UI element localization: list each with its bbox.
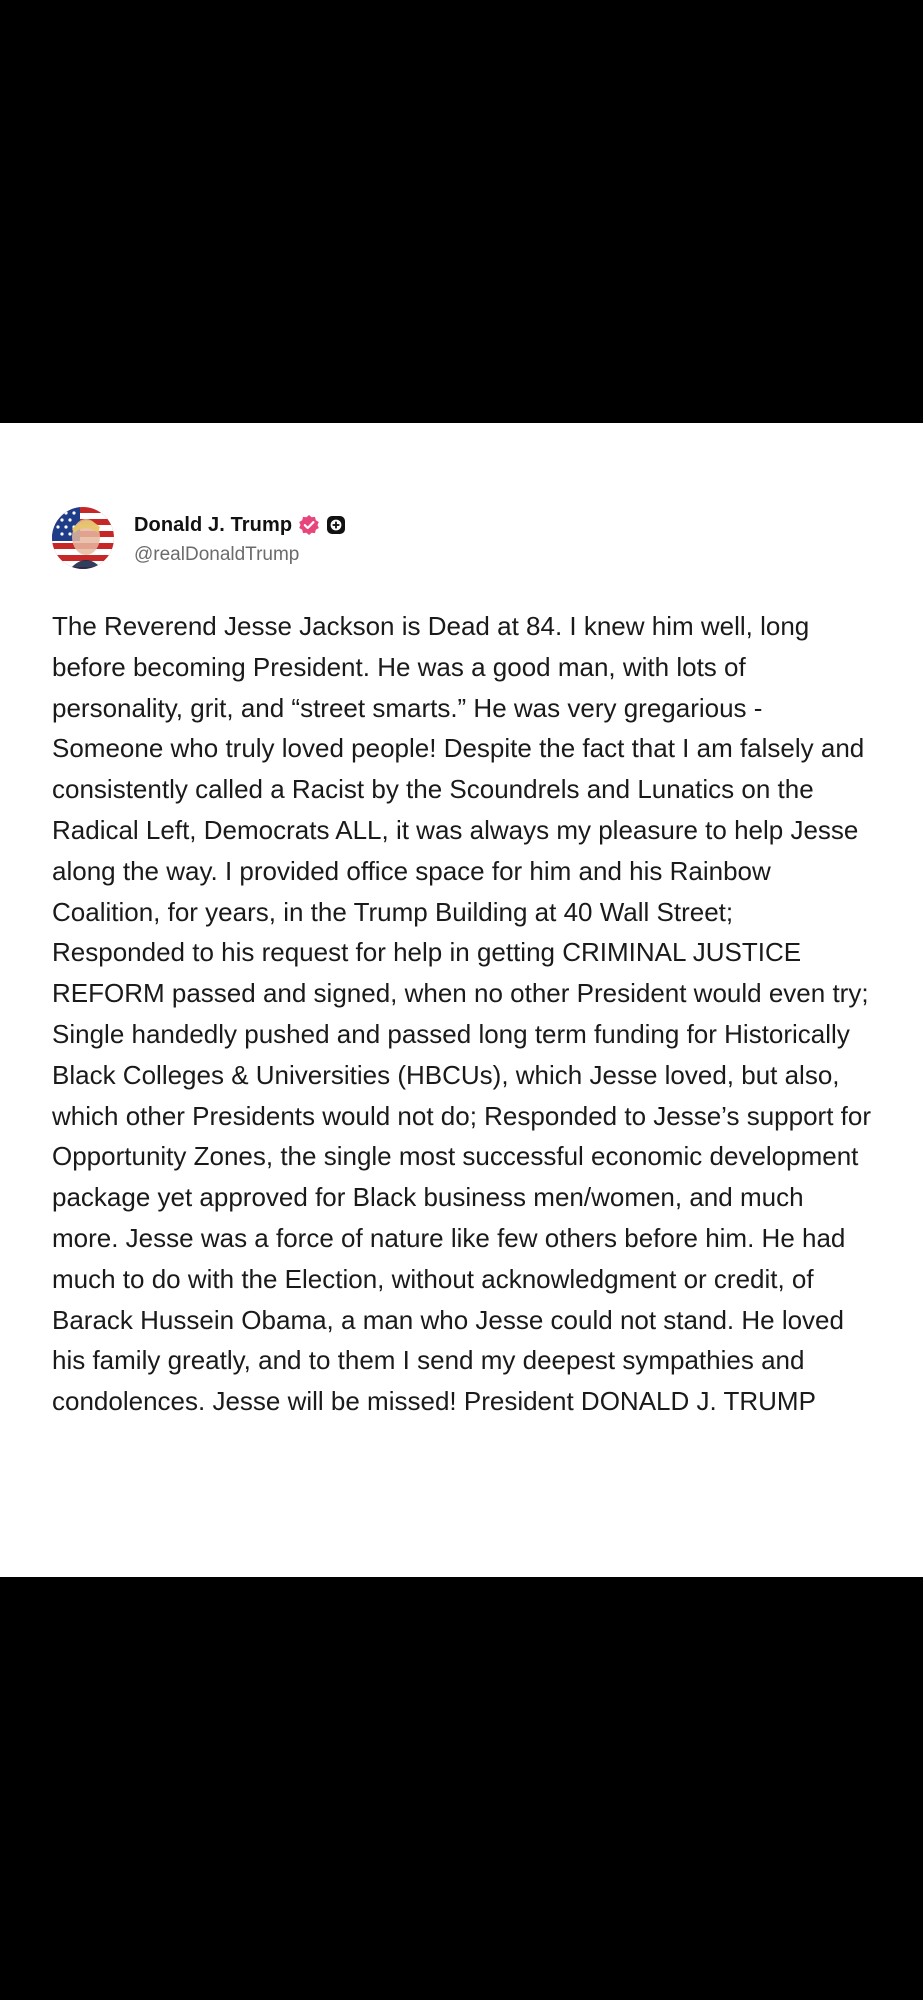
- top-black-bar: [0, 0, 923, 423]
- post-card: [0, 423, 923, 1577]
- author-handle[interactable]: @realDonaldTrump: [134, 544, 300, 565]
- name-row: [134, 510, 346, 540]
- post-text: The Reverend Jesse Jackson is Dead at 84. I knew him well, long before becoming President. He was a good man, with lots of personality, grit, and “street smarts.” He was very gregarious - Someone who truly loved people! Despite the fact that I am falsely and consistently called a Racist by the Scoundrels and Lunatics on the Radical Left, Democrats ALL, it was always my pleasure to help Jesse along the way. I provided office space for him and his Rainbow Coalition, for years, in the Trump Building at 40 Wall Street; Responded to his request for help in getting CRIMINAL JUSTICE REFORM passed and signed, when no other President would even try; Single handedly pushed and passed long term funding for Historically Black Colleges & Universities (HBCUs), which Jesse loved, but also, which other Presidents would not do; Responded to Jesse’s support for Opportunity Zones, the single most successful economic development package yet approved for Black business men/women, and much more. Jesse was a force of nature like few others before him. He had much to do with the Election, without acknowledgment or credit, of Barack Hussein Obama, a man who Jesse could not stand. He loved his family greatly, and to them I send my deepest sympathies and condolences. Jesse will be missed! President DONALD J. TRUMP: [52, 611, 871, 1417]
- avatar[interactable]: [52, 507, 114, 569]
- flag-portrait-avatar-icon: [52, 507, 114, 569]
- author-identity: [134, 510, 346, 566]
- post-header: [52, 505, 346, 571]
- display-name[interactable]: Donald J. Trump: [134, 513, 293, 536]
- plus-badge-icon: [326, 515, 346, 535]
- bottom-black-bar: [0, 1577, 923, 2000]
- verified-badge-icon: [298, 514, 320, 536]
